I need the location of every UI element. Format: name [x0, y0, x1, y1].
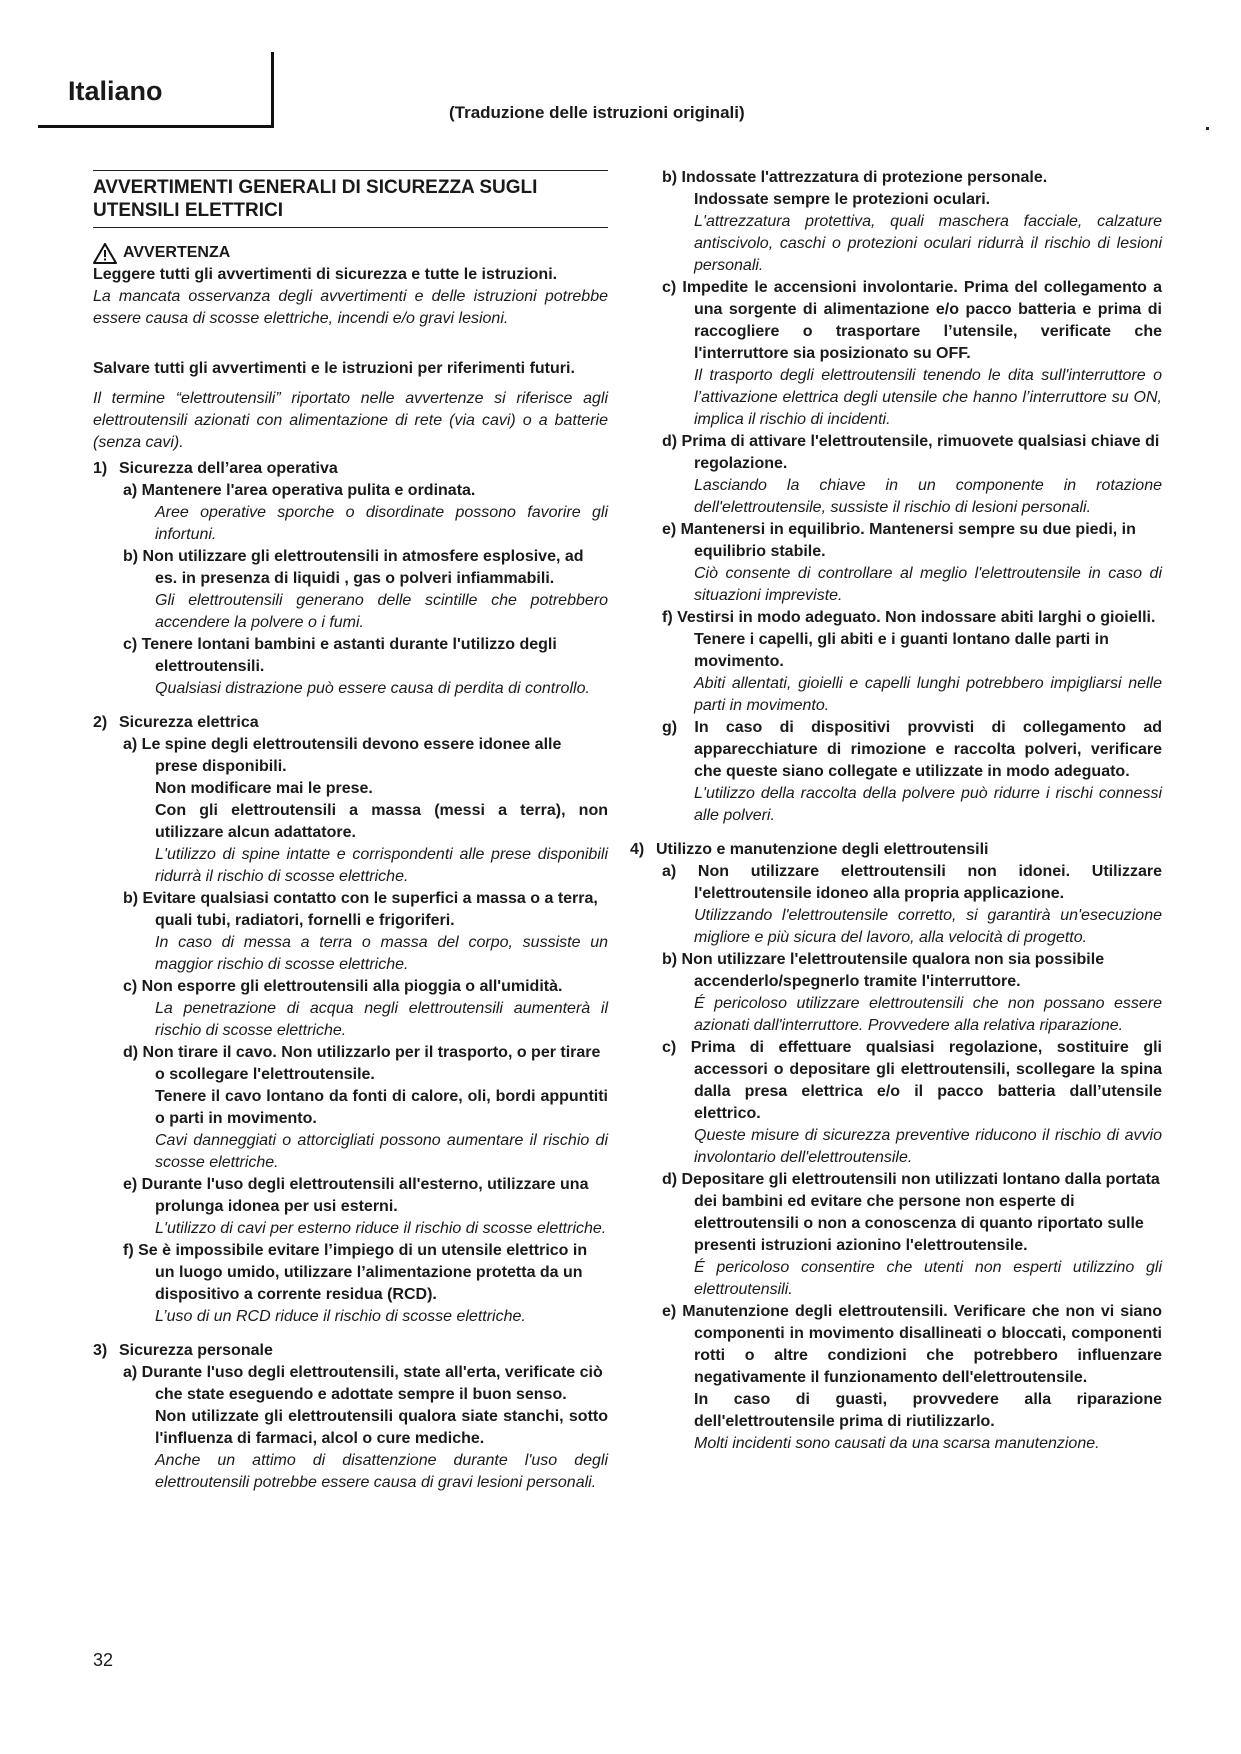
item-note: L’uso di un RCD riduce il rischio di scosse elettriche.: [155, 1308, 526, 1325]
section-title-text: Utilizzo e manutenzione degli elettroutensili: [656, 841, 989, 858]
section-number: 4): [630, 841, 645, 858]
item-note: Utilizzando l'elettroutensile corretto, si garantirà un'esecuzione migliore e più sicura del lavoro, alla velocità di progetto.: [694, 907, 1162, 946]
list-item: a) Non utilizzare elettroutensili non idonei. Utilizzare l'elettroutensile idoneo alla propria applicazione.: [662, 863, 1162, 902]
section-title: AVVERTIMENTI GENERALI DI SICUREZZA SUGLI UTENSILI ELETTRICI: [93, 170, 608, 228]
list-item: a) Durante l'uso degli elettroutensili, state all'erta, verificate ciò che state eseguendo e adottate sempre il buon senso.: [123, 1364, 603, 1403]
list-item: b) Indossate l'attrezzatura di protezione personale.: [662, 169, 1048, 186]
warning-label: AVVERTENZA: [123, 244, 231, 261]
section-1-heading: [93, 458, 608, 480]
list-item: a) Mantenere l'area operativa pulita e ordinata.: [123, 482, 476, 499]
item-note: L'utilizzo di spine intatte e corrispondenti alle prese disponibili ridurrà il rischio di scosse elettriche.: [155, 846, 608, 885]
item-note: Aree operative sporche o disordinate possono favorire gli infortuni.: [155, 504, 608, 543]
item-note: Queste misure di sicurezza preventive riducono il rischio di avvio involontario dell'elettroutensile.: [694, 1127, 1162, 1166]
item-continuation: In caso di guasti, provvedere alla riparazione dell'elettroutensile prima di riutilizzarlo.: [694, 1391, 1162, 1430]
item-note: Abiti allentati, gioielli e capelli lunghi potrebbero impigliarsi nelle parti in movimento.: [694, 675, 1162, 714]
section-title-text: Sicurezza personale: [119, 1342, 273, 1359]
language-label: Italiano: [68, 76, 163, 106]
right-column: [630, 167, 1162, 1455]
list-item: a) Le spine degli elettroutensili devono essere idonee alle prese disponibili.: [123, 736, 562, 775]
item-note: La penetrazione di acqua negli elettroutensili aumenterà il rischio di scosse elettriche.: [155, 1000, 608, 1039]
item-note: É pericoloso utilizzare elettroutensili che non possano essere azionati dall'interruttore. Provvedere alla relativa riparazione.: [694, 995, 1162, 1034]
list-item: c) Impedite le accensioni involontarie. Prima del collegamento a una sorgente di alimentazione e/o pacco batteria e prima di raccogliere o trasportare l’utensile, verificate che l'interruttore sia posizionato su OFF.: [662, 279, 1162, 362]
list-item: b) Non utilizzare gli elettroutensili in atmosfere esplosive, ad es. in presenza di liquidi , gas o polveri infiammabili.: [123, 548, 584, 587]
item-note: Qualsiasi distrazione può essere causa di perdita di controllo.: [155, 680, 590, 697]
item-note: Molti incidenti sono causati da una scarsa manutenzione.: [694, 1435, 1100, 1452]
item-note: In caso di messa a terra o massa del corpo, sussiste un maggior rischio di scosse elettriche.: [155, 934, 608, 973]
list-item: e) Mantenersi in equilibrio. Mantenersi sempre su due piedi, in equilibrio stabile.: [662, 521, 1136, 560]
section-3-heading: [93, 1340, 608, 1362]
item-note: Cavi danneggiati o attorcigliati possono aumentare il rischio di scosse elettriche.: [155, 1132, 608, 1171]
warning-row: [93, 242, 608, 264]
list-item: d) Depositare gli elettroutensili non utilizzati lontano dalla portata dei bambini ed evitare che persone non esperte di elettroutensili o non a conoscenza di quanto riportato sulle presenti istruzioni azionino l'elettroutensile.: [662, 1171, 1160, 1254]
list-item: c) Tenere lontani bambini e astanti durante l'utilizzo degli elettroutensili.: [123, 636, 557, 675]
list-item: b) Non utilizzare l'elettroutensile qualora non sia possibile accenderlo/spegnerlo tramite l'interruttore.: [662, 951, 1105, 990]
item-note: Lasciando la chiave in un componente in rotazione dell'elettroutensile, sussiste il rischio di lesioni personali.: [694, 477, 1162, 516]
item-continuation: Indossate sempre le protezioni oculari.: [694, 191, 991, 208]
margin-mark: [1206, 127, 1209, 130]
item-note: É pericoloso consentire che utenti non esperti utilizzino gli elettroutensili.: [694, 1259, 1162, 1298]
section-number: 2): [93, 714, 108, 731]
section-4-heading: [630, 839, 1162, 861]
section-number: 3): [93, 1342, 108, 1359]
section-title-text: Sicurezza elettrica: [119, 714, 259, 731]
item-note: Ciò consente di controllare al meglio l'elettroutensile in caso di situazioni impreviste.: [694, 565, 1162, 604]
list-item: d) Prima di attivare l'elettroutensile, rimuovete qualsiasi chiave di regolazione.: [662, 433, 1160, 472]
left-column: [93, 167, 608, 1494]
item-note: L'utilizzo di cavi per esterno riduce il rischio di scosse elettriche.: [155, 1220, 607, 1237]
item-continuation: Tenere il cavo lontano da fonti di calore, oli, bordi appuntiti o parti in movimento.: [155, 1088, 608, 1127]
list-item: f) Se è impossibile evitare l’impiego di un utensile elettrico in un luogo umido, utilizzare l’alimentazione protetta da un dispositivo a corrente residua (RCD).: [123, 1242, 588, 1303]
item-continuation: Non modificare mai le prese.: [155, 780, 373, 797]
list-item: c) Prima di effettuare qualsiasi regolazione, sostituire gli accessori o depositare gli elettroutensili, scollegare la spina dalla presa elettrica e/o il pacco batteria dall’utensile elettrico.: [662, 1039, 1162, 1122]
tab-horizontal-rule: [38, 125, 274, 128]
item-note: Anche un attimo di disattenzione durante l'uso degli elettroutensili potrebbe essere causa di gravi lesioni personali.: [155, 1452, 608, 1491]
item-note: L'utilizzo della raccolta della polvere può ridurre i rischi connessi alle polveri.: [694, 785, 1162, 824]
warning-triangle-icon: [93, 243, 117, 264]
list-item: f) Vestirsi in modo adeguato. Non indossare abiti larghi o gioielli. Tenere i capelli, gli abiti e i guanti lontano dalle parti in movimento.: [662, 609, 1156, 670]
list-item: e) Durante l'uso degli elettroutensili all'esterno, utilizzare una prolunga idonea per usi esterni.: [123, 1176, 589, 1215]
list-item: d) Non tirare il cavo. Non utilizzarlo per il trasporto, o per tirare o scollegare l'elettroutensile.: [123, 1044, 601, 1083]
item-note: L'attrezzatura protettiva, quali maschera facciale, calzature antiscivolo, caschi o protezioni oculari ridurrà il rischio di lesioni personali.: [694, 213, 1162, 274]
list-item: e) Manutenzione degli elettroutensili. Verificare che non vi siano componenti in movimento disallineati o bloccati, componenti rotti o altre condizioni che potrebbero influenzare negativamente il funzionamento dell'elettroutensile.: [662, 1303, 1162, 1386]
save-instruction: Salvare tutti gli avvertimenti e le istruzioni per riferimenti futuri.: [93, 360, 575, 377]
tab-vertical-rule: [271, 52, 274, 128]
section-number: 1): [93, 460, 108, 477]
term-note: Il termine “elettroutensili” riportato nelle avvertenze si riferisce agli elettroutensili azionati con alimentazione di rete (via cavi) o a batterie (senza cavi).: [93, 390, 608, 451]
page-number: 32: [93, 1650, 114, 1670]
item-continuation: Non utilizzate gli elettroutensili qualora siate stanchi, sotto l'influenza di farmaci, alcol o cure mediche.: [155, 1408, 608, 1447]
translation-subtitle: (Traduzione delle istruzioni originali): [449, 103, 745, 122]
section-2-heading: [93, 712, 608, 734]
item-note: Il trasporto degli elettroutensili tenendo le dita sull'interruttore o l’attivazione elettrica degli utensile che hanno l’interruttore su ON, implica il rischio di incidenti.: [694, 367, 1162, 428]
read-all-note: La mancata osservanza degli avvertimenti e delle istruzioni potrebbe essere causa di scosse elettriche, incendi e/o gravi lesioni.: [93, 288, 608, 327]
list-item: b) Evitare qualsiasi contatto con le superfici a massa o a terra, quali tubi, radiatori, fornelli e frigoriferi.: [123, 890, 598, 929]
section-title-text: Sicurezza dell’area operativa: [119, 460, 338, 477]
list-item: g) In caso di dispositivi provvisti di collegamento ad apparecchiature di rimozione e raccolta polveri, verificare che queste siano collegate e utilizzate in modo adeguato.: [662, 719, 1162, 780]
item-note: Gli elettroutensili generano delle scintille che potrebbero accendere la polvere o i fumi.: [155, 592, 608, 631]
read-all-instruction: Leggere tutti gli avvertimenti di sicurezza e tutte le istruzioni.: [93, 266, 558, 283]
item-continuation: Con gli elettroutensili a massa (messi a terra), non utilizzare alcun adattatore.: [155, 802, 608, 841]
list-item: c) Non esporre gli elettroutensili alla pioggia o all'umidità.: [123, 978, 563, 995]
